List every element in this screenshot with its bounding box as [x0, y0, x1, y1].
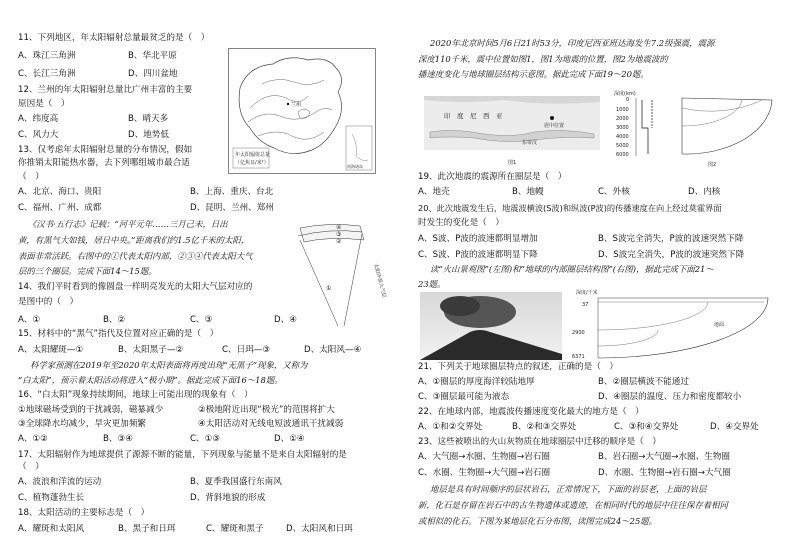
- fig3-depth-2900: 2900: [572, 330, 585, 336]
- q15-option-b[interactable]: B、太阳黑子—②: [118, 345, 184, 355]
- china-radiation-map: [228, 48, 376, 174]
- fig1-epicenter-label: 震中位置: [544, 123, 565, 129]
- q16-item-4: ④太阳活动对无线电短波通讯干扰减弱: [198, 419, 344, 429]
- q17-stem-line2: （ ）: [18, 462, 44, 472]
- fig3-depth-6371: 6371: [572, 354, 585, 360]
- q20-option-b[interactable]: B、S波完全消失，P波的波速突然下降: [598, 234, 744, 244]
- material1-line4: 层的三个圈层。完成下面14～15题。: [18, 266, 157, 276]
- q14-option-d[interactable]: D、④: [274, 315, 297, 325]
- figure1-indonesia-map: [424, 88, 602, 168]
- layer-1-label: ①: [326, 285, 332, 292]
- q23-option-c[interactable]: C、水圈、生物圈→大气圈→岩石圈: [418, 468, 551, 478]
- legend-unit: （亿焦耳/米²）: [235, 160, 269, 166]
- q16-item-3: ③全球降水均减少，旱灾更加频繁: [18, 419, 147, 429]
- q15-stem: 15、材料中的“黑气”指代及位置对应正确的是（ ）: [18, 329, 219, 339]
- material2-line1: 科学家预测在2019年至2020年太阳表面将再度出现“无黑子”现象，又称为: [30, 360, 308, 370]
- q21-option-b[interactable]: B、②圈层横波不能通过: [598, 377, 689, 387]
- q19-option-b[interactable]: B、地幔: [512, 187, 544, 197]
- fig3-title: 深度/千米: [576, 290, 598, 296]
- q12-option-d[interactable]: D、地势低: [128, 130, 169, 140]
- q11-option-c[interactable]: C、长江三角洲: [18, 69, 76, 79]
- material1-line1: 《汉书·五行志》记载：“河平元年……三月己未，日出: [28, 219, 228, 229]
- inset-label: 南海诸岛: [347, 164, 363, 169]
- lanzhou-marker: [287, 103, 289, 105]
- intro-line1: 2020年北京时间5月6日21时53分，印度尼西亚班达海发生7.2级强震，震源: [430, 38, 715, 48]
- q18-stem: 18、太阳活动的主要标志是（ ）: [18, 508, 150, 518]
- q16-item-1: ①地球磁场受到的干扰减弱，磁暴减少: [18, 405, 164, 415]
- fig1-country-label: 印 度 尼 西 亚: [444, 112, 503, 120]
- q22-option-b[interactable]: B、②和③交界处: [512, 422, 577, 432]
- q16-option-d[interactable]: D、①④: [274, 434, 305, 444]
- q16-stem: 16、“白太阳”现象持续期间，地球上可能出现的现象有（ ）: [18, 390, 253, 400]
- material4-line3: 或相似的化石。下图为某地层化石分布图，读图完成24～25题。: [418, 516, 658, 526]
- q20-option-a[interactable]: A、S波、P波的波速都明显增加: [418, 234, 538, 244]
- q13-stem-line2: 你推销太阳能热水器，去下列哪组城市最合适: [18, 158, 190, 168]
- q16-option-b[interactable]: B、③④: [103, 434, 133, 444]
- q18-option-d[interactable]: D、太阳风和日珥: [286, 524, 353, 534]
- sun-layers-figure: [290, 218, 394, 354]
- q11-stem: 11、下列地区，年太阳辐射总量最贫乏的是（ ）: [18, 33, 210, 43]
- q12-option-b[interactable]: B、晴天多: [128, 114, 169, 124]
- q12-stem-line2: 原因是（ ）: [18, 99, 70, 109]
- q16-option-a[interactable]: A、①②: [18, 434, 48, 444]
- fig2-wave-curve-p: [642, 100, 648, 154]
- q14-stem-line1: 14、我们平时看到的像圆盘一样明亮发光的太阳大气层对应的: [18, 282, 253, 292]
- q20-option-c[interactable]: C、S波、P波的波速都明显下降: [418, 250, 538, 260]
- fig2-boundary-1: [682, 100, 762, 111]
- intro-line2: 深度110千米，震中位置如图1，图1为地震的位置，图2为地震波的: [418, 54, 668, 64]
- fig2-boundary-2: [682, 100, 742, 126]
- earth-structure-figure: [568, 286, 778, 360]
- fig1-city-label: 东帝汶: [522, 140, 538, 146]
- q14-stem-line2: 是图中的（ ）: [18, 297, 79, 307]
- q15-option-c[interactable]: C、日珥—③: [222, 345, 271, 355]
- legend-title: 年太阳辐射总量: [235, 152, 271, 158]
- material2-line2: “白太阳”，预示着太阳活动将进入“极小期”。据此完成下面16～18题。: [18, 375, 283, 385]
- q18-option-b[interactable]: B、黑子和日珥: [118, 524, 176, 534]
- q23-option-d[interactable]: D、水圈、生物圈→岩石圈→大气圈: [598, 468, 731, 478]
- q13-option-d[interactable]: D、昆明、兰州、郑州: [190, 203, 274, 213]
- q23-option-b[interactable]: B、岩石圈→大气圈→水圈、生物圈: [598, 452, 731, 462]
- q14-option-a[interactable]: A、①: [18, 315, 41, 325]
- q22-stem: 22、在地球内部，地震波传播速度变化最大的地方是（ ）: [418, 407, 644, 417]
- q11-option-b[interactable]: B、华北平原: [128, 51, 177, 61]
- material4-line2: 新，化石是存留在岩石中的古生物遗体或遗迹，在相同时代的地层中往往保存着相同: [418, 500, 728, 510]
- fig2-tick-2000: 2000: [616, 116, 629, 122]
- q19-option-d[interactable]: D、内核: [688, 187, 721, 197]
- q15-option-d[interactable]: D、太阳风—④: [304, 345, 362, 355]
- layer-2-label: ②: [336, 238, 342, 245]
- epicenter-marker: [550, 116, 554, 120]
- q16-option-c[interactable]: C、①③: [190, 434, 221, 444]
- fig2-tick-3000: 3000: [616, 125, 629, 131]
- fig2-tick-4000: 4000: [616, 134, 629, 140]
- q22-option-c[interactable]: C、③和④交界处: [614, 422, 679, 432]
- q13-stem-line3: （ ）: [18, 172, 44, 182]
- q18-option-a[interactable]: A、耀斑和太阳风: [18, 524, 85, 534]
- layer-4-label: ④: [336, 224, 342, 231]
- q13-stem-line1: 13、仅考虑年太阳辐射总量的分布情况，假如: [18, 145, 193, 155]
- material1-line2: 黄，有黑气大如钱，居日中央。”距离我们约1.5亿千米的太阳，: [18, 235, 250, 245]
- sun-layer-band: [300, 224, 364, 242]
- q20-stem-line1: 20、此次地震发生后，地震波横波(S波)和纵波(P波)的传播速度在向上经过莫霍界面: [418, 203, 722, 213]
- q21-option-a[interactable]: A、①圈层的厚度海洋较陆地厚: [418, 377, 535, 387]
- material4-line1: 地层是具有时间顺序的层状岩石，正常情况下，下面的岩层老，上面的岩层: [430, 484, 707, 494]
- q22-option-d[interactable]: D、④交界处: [710, 422, 759, 432]
- q21-option-d[interactable]: D、④圈层的温度、压力和密度都较小: [598, 392, 742, 402]
- fig3-outer-arc: [598, 298, 768, 358]
- q12-option-a[interactable]: A、纬度高: [18, 114, 59, 124]
- q16-item-2: ②极地附近出现“极光”的范围将扩大: [198, 405, 335, 415]
- layer-3-label: ③: [336, 231, 342, 238]
- fig2-caption: 图2: [708, 162, 717, 168]
- q15-option-a[interactable]: A、太阳耀斑—①: [18, 345, 84, 355]
- q12-option-c[interactable]: C、风力大: [18, 130, 59, 140]
- q13-option-b[interactable]: B、上海、重庆、台北: [190, 187, 274, 197]
- q13-option-a[interactable]: A、北京、海口、贵阳: [18, 187, 102, 197]
- q20-option-d[interactable]: D、S波完全消失，P波的波速突然下降: [598, 250, 745, 260]
- q17-option-d[interactable]: D、背斜地貌的形成: [190, 493, 266, 503]
- q21-stem: 21、下列关于地球圈层特点的叙述，正确的是（ ）: [418, 362, 618, 372]
- fig2-earth-quadrant: [682, 98, 772, 154]
- fig1-caption: 图1: [508, 160, 517, 166]
- q22-option-a[interactable]: A、①和②交界处: [418, 422, 483, 432]
- fig3-depth-37: 37: [582, 302, 589, 308]
- fig3-inner-core: [598, 330, 658, 346]
- fig2-tick-1000: 1000: [616, 107, 629, 113]
- q11-option-d[interactable]: D、四川盆地: [128, 69, 178, 79]
- fig3-core-boundary: [598, 302, 708, 330]
- q12-stem-line1: 12、兰州的年太阳辐射总量比广州丰富的主要: [18, 85, 193, 95]
- q20-stem-line2: 时发生的变化是（ ）: [418, 218, 504, 228]
- fig3-ground-label: 地面: [714, 322, 725, 328]
- fig2-ylabel: 深度(km): [614, 91, 636, 97]
- material3-line1: 读“火山景观图”(左图)和“地球的内部圈层结构图”(右图)，据此完成下面21～: [430, 264, 714, 274]
- q19-stem: 19、此次地震的震源所在圈层是（ ）: [418, 172, 567, 182]
- q19-option-c[interactable]: C、外核: [598, 187, 630, 197]
- q13-option-c[interactable]: C、福州、广州、成都: [18, 203, 102, 213]
- fig2-tick-6000: 6000: [616, 152, 629, 158]
- q17-option-b[interactable]: B、夏季我国盛行东南风: [190, 477, 282, 487]
- q23-option-a[interactable]: A、大气圈→水圈、生物圈→岩石圈: [418, 452, 550, 462]
- material1-line3: 表面非常活跃。右图中的①代表太阳内部，②③④代表太阳大气: [18, 251, 253, 261]
- lanzhou-label: 兰州: [291, 102, 302, 108]
- q14-option-c[interactable]: C、③: [190, 315, 213, 325]
- q21-option-c[interactable]: C、③圈层最可能为液态: [418, 392, 510, 402]
- q23-stem: 23、这些被喷出的火山灰物质在地球圈层中迁移的顺序是（ ）: [418, 437, 661, 447]
- q17-option-a[interactable]: A、波浪和洋流的运动: [18, 477, 102, 487]
- fig2-tick-0: 0: [626, 97, 630, 103]
- q19-option-a[interactable]: A、地壳: [418, 187, 450, 197]
- sun-side-label: 太阳外部大气层: [372, 262, 387, 299]
- q14-option-b[interactable]: B、②: [103, 315, 126, 325]
- volcano-photo: [420, 292, 562, 360]
- fig2-tick-5000: 5000: [616, 143, 629, 149]
- q11-option-a[interactable]: A、珠江三角洲: [18, 51, 76, 61]
- sea-area: [424, 96, 600, 150]
- q17-stem-line1: 17、太阳辐射作为地球提供了源源不断的能量，下列现象与能量不是来自太阳辐射的是: [18, 450, 347, 460]
- sun-wedge-left: [300, 240, 338, 326]
- ash-plume-dark: [440, 296, 480, 316]
- figure2-seismic-depth: [612, 88, 782, 168]
- material3-line2: 23题。: [418, 279, 446, 289]
- q17-option-c[interactable]: C、植物蓬勃生长: [18, 493, 85, 503]
- intro-line3: 播速度变化与地球圈层结构示意图。据此完成下面19～20题。: [418, 69, 649, 79]
- sun-wedge-right: [344, 234, 362, 326]
- q18-option-c[interactable]: C、耀斑和黑子: [206, 524, 264, 534]
